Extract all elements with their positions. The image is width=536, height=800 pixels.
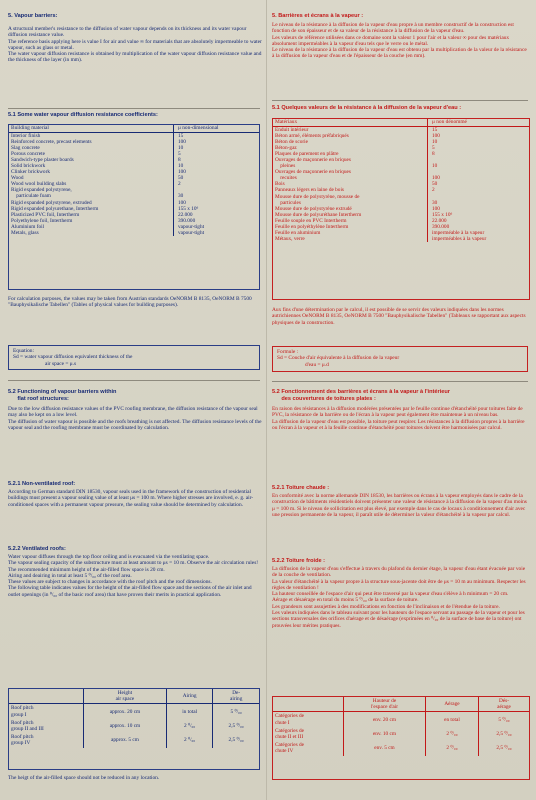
mu-value-cell: 2 [428, 187, 530, 193]
section-5-2-1-body: En conformité avec la norme allemande DIN 18530, les barrières ou écrans à la vapeur employés dans le cadre de la construction de bâtiments résidentiels doivent présenter une valeur de résistance à la diffusion de la vapeur d'au moins μ = 100 m. Si le niveau de sollicitation est plus élevé, par exemple dans le cas de locaux à conditionnement d'air avec une pression permanente de la vapeur, il paraît utile de déterminer la valeur d'étanchéité à la vapeur par calcul. [272, 493, 527, 518]
mu-value-cell: vapour-tight [174, 230, 260, 236]
paragraph: Les valeurs de référence utilisées dans ce domaine sont la valeur 1 pour l'air et la valeur ∞ pour des matériaux absolument imperméables à la vapeur d'eau tels que le verre ou le métal. [272, 34, 510, 47]
value-cell: env. 20 cm [344, 712, 426, 727]
value-cell: 2,5 ⁰/₀₀ [213, 733, 259, 747]
section-divider [272, 381, 528, 382]
value-cell: 5 ⁰/₀₀ [479, 712, 529, 727]
footer-note: The heigt of the air-filled space should not be reduced in any location. [8, 775, 160, 781]
material-name-cell: Feuille souple en PVC Intertherm [275, 217, 347, 224]
material-name-cell: Panneaux légers en laine de bois [275, 187, 344, 194]
height-table-box [272, 696, 530, 780]
column-header: Dés- aérage [479, 697, 529, 712]
paragraph: Le niveau de la résistance à la diffusion de la vapeur d'eau propre à un membre constructif de la construction est fonction de son épaisseur et de sa valeur de la résistance à la diffusion de la vapeur d'eau. [272, 22, 514, 35]
mu-value-cell: 390.000 [428, 224, 530, 230]
section-5-1-title: 5.1 Some water vapour diffusion resistance coefficients: [8, 112, 158, 118]
section-divider [272, 100, 528, 101]
material-name-cell: Clinker brickwork [11, 169, 50, 176]
value-cell: env. 10 cm [344, 727, 426, 741]
mu-value-cell: 22.000 [174, 212, 260, 218]
material-name-cell: Béton de scorie [275, 139, 308, 146]
calculation-note: Aux fins d'une détermination par le calcul, il est possible de se servir des valeurs indiquées dans les normes autrichiennes OeNORM B 8135, OeNORM B 7500 "Bauphysikalische Tabellen" (Tableaux se rapportant aux aspects physiques de la construction. [272, 307, 526, 326]
material-table [9, 125, 259, 236]
section-5-2-1-title: 5.2.1 Toiture chaude : [272, 485, 330, 491]
mu-value-cell: 155 x 10⁶ [428, 212, 530, 218]
table-row [273, 169, 529, 181]
material-name-cell: Polyethylene foil, Intertherm [11, 217, 73, 224]
material-name-cell: Wood [11, 175, 24, 182]
column-header: Height air space [84, 689, 167, 704]
english-column [0, 0, 266, 800]
equation-line: Sd = Couche d'air équivalente à la diffusion de la vapeur [277, 355, 400, 362]
value-cell: 2 ⁰/₀₀ [425, 741, 478, 755]
column-header: μ non-dimensional [174, 125, 260, 133]
value-cell: 2 ⁰/₀₀ [425, 727, 478, 741]
material-table-box [272, 118, 530, 300]
calculation-note: For calculation purposes, the values may be taken from Austrian standards OeNORM B 8135, OeNORM B 7500 "Bauphysikalische Tabellen" (Tables of physical values for building purposes). [8, 296, 252, 309]
mu-value-cell: 10 [428, 157, 530, 169]
value-cell: env. 5 cm [344, 741, 426, 755]
row-label-cell: Catégories de chute I [275, 713, 304, 726]
material-name-cell: Porous concrete [11, 151, 45, 158]
material-name-cell: Béton-gaz [275, 145, 297, 152]
table-row [273, 157, 529, 169]
section-5-2-1-body: According to German standard DIN 18530, vapour seals used in the framework of the construction of residential buildings must present a vapour sealing value of at least μs = 100 m. Where higher stresses are involved, e. g. air-conditioned spaces with a permanent vapour pressure, the sealing value should be determined by calculation. [8, 489, 254, 508]
material-name-cell: Plaques de parement en plâtre [275, 151, 339, 158]
material-name-cell: Feuille en aluminium [275, 229, 321, 236]
table-row [9, 230, 259, 236]
mu-value-cell: 155 x 10⁶ [174, 206, 260, 212]
table-row [9, 733, 259, 747]
paragraph: The reference basis applying here is value I for air and value ∞ for materials that are absolutely impermeable to water vapour, such as glass or metal. [8, 38, 262, 51]
mu-value-cell: 10 [174, 163, 260, 169]
material-name-cell: Métaux, verre [275, 235, 305, 242]
material-name-cell: Mousse dure de polyuréthane Intertherm [275, 211, 362, 218]
mu-value-cell: 30 [428, 194, 530, 206]
section-5-2-2-title: 5.2.2 Toiture froide : [272, 558, 326, 564]
mu-value-cell: 8 [174, 157, 260, 163]
value-cell: 2,5 ⁰/₀₀ [479, 741, 529, 755]
column-header: Matériaux [273, 119, 428, 127]
table-row [273, 194, 529, 206]
material-name-cell: Ouvrages de maçonnerie en briques recuites [275, 169, 351, 182]
material-name-cell: Metals, glass [11, 229, 39, 236]
mu-value-cell: imperméables à la vapeur [428, 236, 530, 242]
value-cell: approx. 5 cm [84, 733, 167, 747]
row-label-cell: Roof pitch group IV [11, 734, 34, 747]
mu-value-cell: 10 [428, 139, 530, 145]
row-label-cell: Roof pitch group I [11, 705, 34, 718]
value-cell: en total [425, 712, 478, 727]
column-header: Airing [166, 689, 212, 704]
material-name-cell: Feuille en polyéthylène Intertherm [275, 223, 349, 230]
table-header-row [9, 689, 259, 704]
section-5-body [8, 26, 262, 64]
value-cell: 2,5 ⁰/₀₀ [213, 719, 259, 733]
table-row [273, 236, 529, 242]
section-5-2-2-body: La diffusion de la vapeur d'eau s'effectue à travers du plafond du dernier étage, la vapeur d'eau étant évacuée par voie de la couche de ventilation. La valeur d'étanchéité à la vapeur propre à la structure sous-jacente doit être de μs = 10 m au minimum. Respecter les règles de ventilation ! La hauteur conseillée de l'espace d'air qui peut être traversé par la vapeur d'eau s'élève à h minimum = 20 cm. Aérage et désaérage en total du moins 5 ⁰/₀₀ de la surface de toiture. Les grandeurs sont assujetties à des modifications en fonction de l'inclinaison et de l'étendue de la toiture. Les valeurs indiquées dans le tableau suivant pour les hauteurs de l'espace servant au passage de la vapeur et pour les sections transversales des orifices d'aérage et de désaérage (exprimées en ⁰/₀₀ de la surface de base de la toiture) ont prouvées leur mérites pratiques. [272, 566, 526, 629]
value-cell: approx. 10 cm [84, 719, 167, 733]
table-header-row [273, 697, 529, 712]
equation-box [8, 345, 260, 370]
table-header-row [9, 125, 259, 133]
paragraph: A structural member's resistance to the diffusion of water vapour depends on its thickness and its water vapour diffusion resistance value. [8, 26, 247, 39]
equation-line: Sd = water vapour diffusion equivalent thickness of the [13, 354, 133, 361]
table-row [9, 719, 259, 733]
paragraph: Le niveau de la résistance à la diffusion de la vapeur d'eau est obtenu par la multiplication de la valeur de la résistance à la diffusion de la vapeur d'eau et de l'épaisseur de la couche (en mm). [272, 47, 527, 60]
section-5-title: 5. Vapour barriers: [8, 13, 58, 19]
equation-line: air space = μ.s [45, 360, 77, 367]
mu-value-cell: 30 [174, 187, 260, 199]
row-label-cell: Roof pitch group II and III [11, 719, 44, 733]
mu-value-cell: 50 [428, 181, 530, 187]
material-name-cell: Aluminium foil [11, 223, 45, 230]
material-name-cell: Béton armé, éléments préfabriqués [275, 133, 349, 140]
height-table-box [8, 688, 260, 770]
material-name-cell: Slag concrete [11, 145, 40, 152]
equation-label: Formule : [277, 349, 299, 355]
row-label-cell: Catégories de chute IV [275, 742, 304, 755]
value-cell: in total [166, 704, 212, 719]
table-row [273, 741, 529, 755]
section-5-2-title: 5.2 Functioning of vapour barriers within flat roof structures: [8, 389, 117, 402]
section-5-2-1-title: 5.2.1 Non-ventilated roof: [8, 481, 76, 487]
material-name-cell: Wood wool building slabs [11, 181, 67, 188]
mu-value-cell: 10 [174, 145, 260, 151]
column-header: Building material [9, 125, 174, 133]
material-name-cell: Mousse dure de polystyrène extrudé [275, 205, 352, 212]
value-cell: 2 ⁰/₀₀ [166, 733, 212, 747]
section-5-2-body: Due to the low diffusion resistance values of the PVC roofing membrane, the diffusion resistance of the vapour seal may also be kept on a low level. The diffusion of water vapour is possible and the roofs breathing is not affected. The diffusion resistance levels of the vapour seal and the roofing membrane must be coordinated by calculation. [8, 406, 262, 431]
french-column [268, 0, 536, 800]
mu-value-cell: 100 [174, 139, 260, 145]
mu-value-cell: 100 [174, 200, 260, 206]
material-name-cell: Rigid expanded polyurethane, Intertherm [11, 205, 99, 212]
material-name-cell: Sandwich-type plaster boards [11, 157, 74, 164]
mu-value-cell: 15 [428, 127, 530, 134]
mu-value-cell: 390.000 [174, 218, 260, 224]
mu-value-cell: 100 [428, 133, 530, 139]
material-name-cell: Interior finish [11, 133, 41, 139]
section-5-2-2-title: 5.2.2 Ventilated roofs: [8, 546, 66, 552]
row-label-cell: Catégories de chute II et III [275, 727, 304, 741]
table-header-row [273, 119, 529, 127]
section-5-1-title: 5.1 Quelques valeurs de la résistance à la diffusion de la vapeur d'eau : [272, 105, 462, 111]
material-name-cell: Rigid expanded polystyrene, extruded [11, 199, 92, 206]
material-table [273, 119, 529, 242]
column-header [9, 689, 84, 704]
column-header: De- airing [213, 689, 259, 704]
mu-value-cell: 8 [428, 151, 530, 157]
section-5-2-title: 5.2 Fonctionnement des barrières et écrans à la vapeur à l'intérieur des couvertures de toitures plates : [272, 389, 450, 402]
height-table [273, 697, 529, 756]
table-row [273, 727, 529, 741]
material-name-cell: Ouvrages de maçonnerie en briques pleines [275, 157, 351, 170]
mu-value-cell: 15 [174, 133, 260, 140]
material-name-cell: Solid brickwork [11, 163, 46, 170]
equation-box [272, 346, 528, 372]
mu-value-cell: 2 [174, 181, 260, 187]
table-row [273, 712, 529, 727]
material-name-cell: Mousse dure de polystyrène, mousse de particules [275, 193, 360, 206]
table-row [9, 704, 259, 719]
mu-value-cell: 5 [174, 151, 260, 157]
value-cell: 2,5 ⁰/₀₀ [479, 727, 529, 741]
paragraph: The water vapour diffusion resistance is obtained by multiplication of the water vapour diffusion resistance value and the thickness of the layer (in mm). [8, 51, 262, 64]
equation-label: Equation: [13, 348, 34, 354]
section-5-2-body: En raison des résistances à la diffusion modérées présentées par le feuille continue d'étanchéité pour toitures faite de PVC, la résistance de la barrière ou de l'écran à la vapeur peut également être maintenue à un niveau bas. La diffusion de la vapeur d'eau est possible, la toiture peut respirer. Les résistances à la diffusion propres à la barrière ou l'écran à la vapeur et à la feuille continue d'étanchéité pour toitures doivent être harmonisées par calcul. [272, 406, 525, 431]
value-cell: 5 ⁰/₀₀ [213, 704, 259, 719]
section-divider [8, 108, 260, 109]
mu-value-cell: 50 [174, 175, 260, 181]
mu-value-cell: 5 [428, 145, 530, 151]
section-5-2-2-body: Water vapour diffuses through the top floor ceiling and is evacuated via the ventilating space. The vapour sealing capacity of the substructure must at least amount to μs = 10 m. Observe the air circulation rules! The recommended minimum height of the air-filled flow space is 20 cm. Airing and deairing in total at least 5 ⁰/₀₀ of the roof area. These values are subject to changes in accordance with the roof pitch and the roof dimensions. The following table indicates values for the height of the air-filled flow space and the sections of the air inlet and outlet openings (in ⁰/₀₀ of the basic roof area) that have proven their merits in practical application. [8, 554, 259, 598]
section-5-title: 5. Barrières et écrans à la vapeur : [272, 13, 364, 19]
material-name-cell: Rigid expanded polystyrene, particulate foam [11, 187, 72, 200]
value-cell: 2 ⁰/₀₀ [166, 719, 212, 733]
value-cell: approx. 20 cm [84, 704, 167, 719]
equation-line: d'eau = μ.d [305, 361, 329, 368]
column-header: μ non dénommé [428, 119, 530, 127]
mu-value-cell: 100 [428, 206, 530, 212]
mu-value-cell: imperméable à la vapeur [428, 230, 530, 236]
mu-value-cell: vapour-tight [174, 224, 260, 230]
column-header: Hauteur de l'espace d'air [344, 697, 426, 712]
mu-value-cell: 100 [428, 169, 530, 181]
column-header [273, 697, 344, 712]
column-header: Aérage [425, 697, 478, 712]
table-row [9, 187, 259, 199]
section-5-body [272, 22, 530, 60]
material-name-cell: Bois [275, 181, 285, 188]
material-name-cell: Plasticized PVC foil, Intertherm [11, 211, 80, 218]
section-divider [8, 380, 260, 381]
height-table [9, 689, 259, 748]
material-name-cell: Enduit intérieur [275, 127, 309, 133]
material-name-cell: Reinforced concrete, precast elements [11, 139, 92, 146]
mu-value-cell: 22.000 [428, 218, 530, 224]
mu-value-cell: 100 [174, 169, 260, 175]
material-table-box [8, 124, 260, 290]
